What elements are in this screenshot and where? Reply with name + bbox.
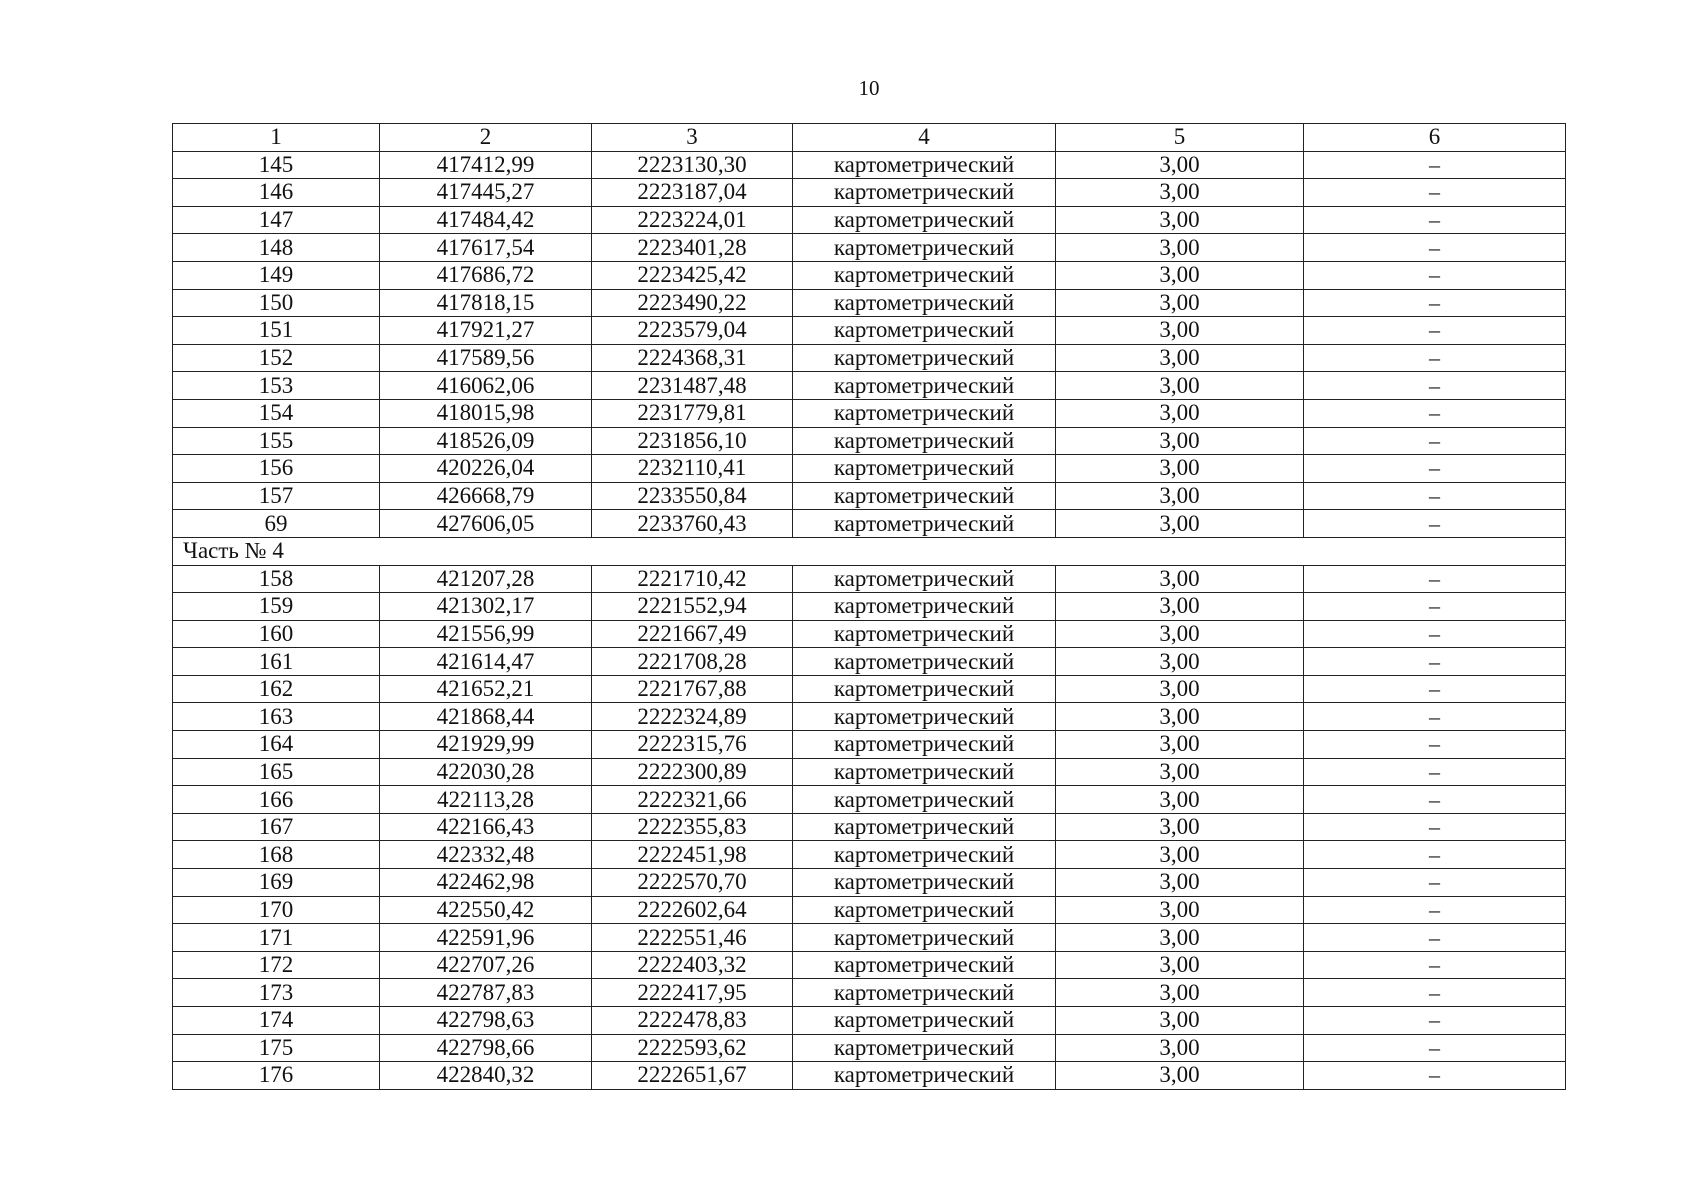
method-cell: картометрический	[793, 399, 1056, 427]
method-cell: картометрический	[793, 648, 1056, 676]
point-number-cell: 146	[173, 179, 380, 207]
table-row	[173, 869, 1566, 897]
note-cell: –	[1304, 813, 1566, 841]
x-coordinate-cell: 422332,48	[380, 841, 592, 869]
accuracy-cell: 3,00	[1056, 675, 1304, 703]
method-cell: картометрический	[793, 731, 1056, 759]
y-coordinate-cell: 2223187,04	[592, 179, 793, 207]
point-number-cell: 148	[173, 234, 380, 262]
x-coordinate-cell: 422707,26	[380, 951, 592, 979]
accuracy-cell: 3,00	[1056, 344, 1304, 372]
x-coordinate-cell: 426668,79	[380, 482, 592, 510]
y-coordinate-cell: 2231779,81	[592, 399, 793, 427]
point-number-cell: 171	[173, 924, 380, 952]
table-header-row	[173, 124, 1566, 152]
y-coordinate-cell: 2222651,67	[592, 1062, 793, 1090]
table-row	[173, 841, 1566, 869]
note-cell: –	[1304, 372, 1566, 400]
y-coordinate-cell: 2223425,42	[592, 261, 793, 289]
note-cell: –	[1304, 703, 1566, 731]
y-coordinate-cell: 2223401,28	[592, 234, 793, 262]
x-coordinate-cell: 417445,27	[380, 179, 592, 207]
y-coordinate-cell: 2231487,48	[592, 372, 793, 400]
method-cell: картометрический	[793, 289, 1056, 317]
note-cell: –	[1304, 1007, 1566, 1035]
accuracy-cell: 3,00	[1056, 703, 1304, 731]
method-cell: картометрический	[793, 1062, 1056, 1090]
accuracy-cell: 3,00	[1056, 648, 1304, 676]
point-number-cell: 153	[173, 372, 380, 400]
y-coordinate-cell: 2223130,30	[592, 151, 793, 179]
x-coordinate-cell: 422550,42	[380, 896, 592, 924]
accuracy-cell: 3,00	[1056, 869, 1304, 897]
accuracy-cell: 3,00	[1056, 979, 1304, 1007]
accuracy-cell: 3,00	[1056, 151, 1304, 179]
table-row	[173, 179, 1566, 207]
note-cell: –	[1304, 1034, 1566, 1062]
table-row	[173, 979, 1566, 1007]
note-cell: –	[1304, 206, 1566, 234]
y-coordinate-cell: 2232110,41	[592, 455, 793, 483]
accuracy-cell: 3,00	[1056, 510, 1304, 538]
note-cell: –	[1304, 1062, 1566, 1090]
accuracy-cell: 3,00	[1056, 317, 1304, 345]
method-cell: картометрический	[793, 179, 1056, 207]
point-number-cell: 166	[173, 786, 380, 814]
method-cell: картометрический	[793, 675, 1056, 703]
method-cell: картометрический	[793, 151, 1056, 179]
y-coordinate-cell: 2222551,46	[592, 924, 793, 952]
y-coordinate-cell: 2222321,66	[592, 786, 793, 814]
note-cell: –	[1304, 675, 1566, 703]
method-cell: картометрический	[793, 261, 1056, 289]
column-header: 5	[1056, 124, 1304, 152]
note-cell: –	[1304, 151, 1566, 179]
note-cell: –	[1304, 924, 1566, 952]
point-number-cell: 168	[173, 841, 380, 869]
note-cell: –	[1304, 455, 1566, 483]
y-coordinate-cell: 2221552,94	[592, 593, 793, 621]
method-cell: картометрический	[793, 565, 1056, 593]
y-coordinate-cell: 2223579,04	[592, 317, 793, 345]
column-header: 6	[1304, 124, 1566, 152]
method-cell: картометрический	[793, 924, 1056, 952]
accuracy-cell: 3,00	[1056, 289, 1304, 317]
table-row	[173, 731, 1566, 759]
note-cell: –	[1304, 399, 1566, 427]
y-coordinate-cell: 2221710,42	[592, 565, 793, 593]
method-cell: картометрический	[793, 593, 1056, 621]
accuracy-cell: 3,00	[1056, 951, 1304, 979]
accuracy-cell: 3,00	[1056, 731, 1304, 759]
table-row	[173, 399, 1566, 427]
table-row	[173, 344, 1566, 372]
point-number-cell: 165	[173, 758, 380, 786]
x-coordinate-cell: 422113,28	[380, 786, 592, 814]
table-row	[173, 951, 1566, 979]
note-cell: –	[1304, 731, 1566, 759]
method-cell: картометрический	[793, 317, 1056, 345]
note-cell: –	[1304, 289, 1566, 317]
y-coordinate-cell: 2233760,43	[592, 510, 793, 538]
x-coordinate-cell: 422166,43	[380, 813, 592, 841]
accuracy-cell: 3,00	[1056, 620, 1304, 648]
x-coordinate-cell: 421556,99	[380, 620, 592, 648]
y-coordinate-cell: 2222570,70	[592, 869, 793, 897]
point-number-cell: 167	[173, 813, 380, 841]
point-number-cell: 164	[173, 731, 380, 759]
x-coordinate-cell: 417921,27	[380, 317, 592, 345]
point-number-cell: 147	[173, 206, 380, 234]
accuracy-cell: 3,00	[1056, 1007, 1304, 1035]
note-cell: –	[1304, 758, 1566, 786]
table-row	[173, 648, 1566, 676]
accuracy-cell: 3,00	[1056, 372, 1304, 400]
x-coordinate-cell: 421302,17	[380, 593, 592, 621]
x-coordinate-cell: 418526,09	[380, 427, 592, 455]
point-number-cell: 173	[173, 979, 380, 1007]
table-row	[173, 234, 1566, 262]
note-cell: –	[1304, 482, 1566, 510]
point-number-cell: 175	[173, 1034, 380, 1062]
point-number-cell: 169	[173, 869, 380, 897]
note-cell: –	[1304, 841, 1566, 869]
point-number-cell: 159	[173, 593, 380, 621]
section-header-row	[173, 537, 1566, 565]
y-coordinate-cell: 2233550,84	[592, 482, 793, 510]
column-header: 3	[592, 124, 793, 152]
point-number-cell: 176	[173, 1062, 380, 1090]
x-coordinate-cell: 420226,04	[380, 455, 592, 483]
accuracy-cell: 3,00	[1056, 261, 1304, 289]
x-coordinate-cell: 421614,47	[380, 648, 592, 676]
y-coordinate-cell: 2221767,88	[592, 675, 793, 703]
method-cell: картометрический	[793, 620, 1056, 648]
y-coordinate-cell: 2222403,32	[592, 951, 793, 979]
point-number-cell: 163	[173, 703, 380, 731]
accuracy-cell: 3,00	[1056, 482, 1304, 510]
y-coordinate-cell: 2222602,64	[592, 896, 793, 924]
point-number-cell: 69	[173, 510, 380, 538]
column-header: 4	[793, 124, 1056, 152]
point-number-cell: 152	[173, 344, 380, 372]
note-cell: –	[1304, 896, 1566, 924]
accuracy-cell: 3,00	[1056, 758, 1304, 786]
note-cell: –	[1304, 593, 1566, 621]
method-cell: картометрический	[793, 1007, 1056, 1035]
note-cell: –	[1304, 234, 1566, 262]
y-coordinate-cell: 2222478,83	[592, 1007, 793, 1035]
x-coordinate-cell: 421652,21	[380, 675, 592, 703]
x-coordinate-cell: 427606,05	[380, 510, 592, 538]
y-coordinate-cell: 2221708,28	[592, 648, 793, 676]
coordinates-table	[172, 123, 1566, 1090]
point-number-cell: 151	[173, 317, 380, 345]
y-coordinate-cell: 2222593,62	[592, 1034, 793, 1062]
table-row	[173, 1062, 1566, 1090]
y-coordinate-cell: 2222417,95	[592, 979, 793, 1007]
method-cell: картометрический	[793, 758, 1056, 786]
x-coordinate-cell: 417617,54	[380, 234, 592, 262]
method-cell: картометрический	[793, 455, 1056, 483]
x-coordinate-cell: 422798,66	[380, 1034, 592, 1062]
y-coordinate-cell: 2222324,89	[592, 703, 793, 731]
y-coordinate-cell: 2221667,49	[592, 620, 793, 648]
method-cell: картометрический	[793, 510, 1056, 538]
table-row	[173, 565, 1566, 593]
point-number-cell: 156	[173, 455, 380, 483]
point-number-cell: 172	[173, 951, 380, 979]
y-coordinate-cell: 2222315,76	[592, 731, 793, 759]
method-cell: картометрический	[793, 482, 1056, 510]
table-row	[173, 317, 1566, 345]
x-coordinate-cell: 422591,96	[380, 924, 592, 952]
point-number-cell: 160	[173, 620, 380, 648]
table-row	[173, 289, 1566, 317]
accuracy-cell: 3,00	[1056, 179, 1304, 207]
method-cell: картометрический	[793, 344, 1056, 372]
note-cell: –	[1304, 620, 1566, 648]
note-cell: –	[1304, 427, 1566, 455]
x-coordinate-cell: 422798,63	[380, 1007, 592, 1035]
x-coordinate-cell: 422462,98	[380, 869, 592, 897]
y-coordinate-cell: 2224368,31	[592, 344, 793, 372]
x-coordinate-cell: 416062,06	[380, 372, 592, 400]
x-coordinate-cell: 422787,83	[380, 979, 592, 1007]
method-cell: картометрический	[793, 869, 1056, 897]
table-row	[173, 703, 1566, 731]
accuracy-cell: 3,00	[1056, 206, 1304, 234]
method-cell: картометрический	[793, 813, 1056, 841]
x-coordinate-cell: 417412,99	[380, 151, 592, 179]
point-number-cell: 170	[173, 896, 380, 924]
table-row	[173, 620, 1566, 648]
point-number-cell: 145	[173, 151, 380, 179]
column-header: 2	[380, 124, 592, 152]
accuracy-cell: 3,00	[1056, 1034, 1304, 1062]
accuracy-cell: 3,00	[1056, 593, 1304, 621]
page-number: 10	[858, 76, 880, 100]
accuracy-cell: 3,00	[1056, 813, 1304, 841]
table-row	[173, 261, 1566, 289]
note-cell: –	[1304, 510, 1566, 538]
accuracy-cell: 3,00	[1056, 565, 1304, 593]
table-row	[173, 758, 1566, 786]
table-row	[173, 455, 1566, 483]
section-label: Часть № 4	[173, 537, 1566, 565]
method-cell: картометрический	[793, 951, 1056, 979]
point-number-cell: 158	[173, 565, 380, 593]
method-cell: картометрический	[793, 427, 1056, 455]
y-coordinate-cell: 2222300,89	[592, 758, 793, 786]
accuracy-cell: 3,00	[1056, 234, 1304, 262]
accuracy-cell: 3,00	[1056, 1062, 1304, 1090]
x-coordinate-cell: 417686,72	[380, 261, 592, 289]
method-cell: картометрический	[793, 979, 1056, 1007]
table-body	[173, 151, 1566, 1089]
x-coordinate-cell: 417589,56	[380, 344, 592, 372]
point-number-cell: 174	[173, 1007, 380, 1035]
point-number-cell: 149	[173, 261, 380, 289]
y-coordinate-cell: 2222451,98	[592, 841, 793, 869]
accuracy-cell: 3,00	[1056, 841, 1304, 869]
x-coordinate-cell: 421929,99	[380, 731, 592, 759]
accuracy-cell: 3,00	[1056, 786, 1304, 814]
note-cell: –	[1304, 565, 1566, 593]
table-row	[173, 1034, 1566, 1062]
accuracy-cell: 3,00	[1056, 896, 1304, 924]
table-row	[173, 813, 1566, 841]
note-cell: –	[1304, 317, 1566, 345]
method-cell: картометрический	[793, 372, 1056, 400]
x-coordinate-cell: 422030,28	[380, 758, 592, 786]
x-coordinate-cell: 417484,42	[380, 206, 592, 234]
point-number-cell: 162	[173, 675, 380, 703]
x-coordinate-cell: 421207,28	[380, 565, 592, 593]
table-row	[173, 372, 1566, 400]
note-cell: –	[1304, 979, 1566, 1007]
x-coordinate-cell: 418015,98	[380, 399, 592, 427]
table-row	[173, 151, 1566, 179]
x-coordinate-cell: 421868,44	[380, 703, 592, 731]
method-cell: картометрический	[793, 206, 1056, 234]
y-coordinate-cell: 2223224,01	[592, 206, 793, 234]
table-row	[173, 427, 1566, 455]
table-row	[173, 896, 1566, 924]
x-coordinate-cell: 417818,15	[380, 289, 592, 317]
y-coordinate-cell: 2222355,83	[592, 813, 793, 841]
method-cell: картометрический	[793, 786, 1056, 814]
note-cell: –	[1304, 869, 1566, 897]
point-number-cell: 155	[173, 427, 380, 455]
method-cell: картометрический	[793, 234, 1056, 262]
table-row	[173, 1007, 1566, 1035]
y-coordinate-cell: 2231856,10	[592, 427, 793, 455]
table-row	[173, 924, 1566, 952]
table-row	[173, 510, 1566, 538]
note-cell: –	[1304, 344, 1566, 372]
column-header: 1	[173, 124, 380, 152]
table-row	[173, 482, 1566, 510]
method-cell: картометрический	[793, 896, 1056, 924]
point-number-cell: 150	[173, 289, 380, 317]
note-cell: –	[1304, 261, 1566, 289]
note-cell: –	[1304, 179, 1566, 207]
note-cell: –	[1304, 951, 1566, 979]
accuracy-cell: 3,00	[1056, 427, 1304, 455]
table-row	[173, 786, 1566, 814]
method-cell: картометрический	[793, 703, 1056, 731]
method-cell: картометрический	[793, 841, 1056, 869]
table-row	[173, 675, 1566, 703]
point-number-cell: 161	[173, 648, 380, 676]
accuracy-cell: 3,00	[1056, 399, 1304, 427]
method-cell: картометрический	[793, 1034, 1056, 1062]
note-cell: –	[1304, 648, 1566, 676]
table-row	[173, 593, 1566, 621]
point-number-cell: 154	[173, 399, 380, 427]
accuracy-cell: 3,00	[1056, 455, 1304, 483]
note-cell: –	[1304, 786, 1566, 814]
table-row	[173, 206, 1566, 234]
x-coordinate-cell: 422840,32	[380, 1062, 592, 1090]
y-coordinate-cell: 2223490,22	[592, 289, 793, 317]
point-number-cell: 157	[173, 482, 380, 510]
accuracy-cell: 3,00	[1056, 924, 1304, 952]
